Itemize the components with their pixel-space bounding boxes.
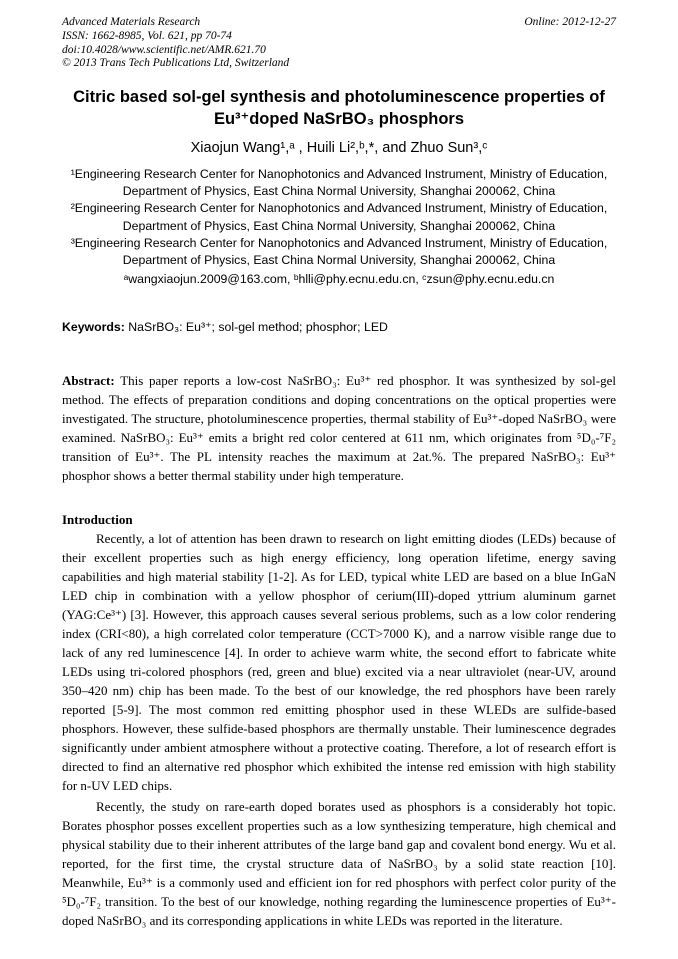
affiliation-3 — [35, 235, 643, 269]
affiliation-2-line-2: Department of Physics, East China Normal University, Shanghai 200062, China — [122, 218, 556, 233]
issn-line: ISSN: 1662-8985, Vol. 621, pp 70-74 — [62, 29, 232, 42]
affiliations — [35, 166, 643, 288]
paper-title-line-1: Citric based sol-gel synthesis and photoluminescence properties of — [73, 88, 605, 107]
paper-title-line-2: Eu³⁺doped NaSrBO₃ phosphors — [213, 109, 465, 128]
online-date: Online: 2012-12-27 — [524, 16, 616, 28]
copyright-line: © 2013 Trans Tech Publications Ltd, Switzerland — [62, 57, 290, 70]
affiliation-3-line-1: ³Engineering Research Center for Nanophotonics and Advanced Instrument, Ministry of Education, — [70, 235, 608, 250]
authors-line: Xiaojun Wang¹,ᵃ , Huili Li²,ᵇ,*, and Zhuo Sun³,ᶜ — [190, 140, 488, 157]
author-emails: ᵃwangxiaojun.2009@163.com, ᵇhlli@phy.ecnu.edu.cn, ᶜzsun@phy.ecnu.edu.cn — [123, 272, 555, 287]
journal-header — [62, 16, 616, 71]
journal-header-row — [62, 16, 616, 30]
keywords-label: Keywords: — [62, 320, 125, 335]
abstract — [62, 372, 616, 486]
journal-name: Advanced Materials Research — [62, 16, 201, 28]
introduction-paragraph-2: Recently, the study on rare-earth doped borates used as phosphors is a considerably hot topic. Borates phosphor posses excellent properties such as a low synthesizing temperature, high chemical and physical stability due to their inherent attributes of the large band gap and covalent bond energy. Wu et al. reported, for the first time, the crystal structure data of NaSrBO₃ by a solid state reaction [10]. Meanwhile, Eu³⁺ is a commonly used and efficient ion for red phosphors with perfect color purity of the ⁵D₀-⁷F₂ transition. To the best of our knowledge, nothing regarding the luminescence properties of Eu³⁺-doped NaSrBO₃ and its corresponding applications in white LEDs was reported in the literature. — [62, 798, 616, 928]
affiliation-1-line-1: ¹Engineering Research Center for Nanophotonics and Advanced Instrument, Ministry of Education, — [70, 167, 608, 182]
abstract-text: This paper reports a low-cost NaSrBO₃: Eu³⁺ red phosphor. It was synthesized by sol-gel method. The effects of preparation conditions and doping concentrations on the optical properties were investigated. The structure, photoluminescence properties, thermal stability of Eu³⁺-doped NaSrBO₃ were examined. NaSrBO₃: Eu³⁺ emits a bright red color centered at 611 nm, which originates from ⁵D₀-⁷F₂ transition of Eu³⁺. The PL intensity reaches the maximum at 2at.%. The prepared NaSrBO₃: Eu³⁺ phosphor shows a better thermal stability under high temperature. — [62, 373, 616, 484]
affiliation-3-line-2: Department of Physics, East China Normal University, Shanghai 200062, China — [122, 253, 556, 268]
introduction-heading: Introduction — [62, 512, 133, 528]
affiliation-2-line-1: ²Engineering Research Center for Nanophotonics and Advanced Instrument, Ministry of Education, — [70, 201, 608, 216]
paper-title — [62, 87, 616, 130]
introduction-paragraph-1: Recently, a lot of attention has been drawn to research on light emitting diodes (LEDs) because of their excellent properties such as high energy efficiency, long operation lifetime, energy saving capabilities and high material stability [1-2]. As for LED, typical white LED are based on a blue InGaN LED chip in combination with a yellow phosphor of cerium(III)-doped yttrium aluminum garnet (YAG:Ce³⁺) [3]. However, this approach causes several serious problems, such as a low color rendering index (CRI<80), a high correlated color temperature (CCT>7000 K), and a narrow visible range due to lack of any red luminescence [4]. In order to achieve warm white, the second effort to fabricate white LEDs using tri-colored phosphors (red, green and blue) excited via a near ultraviolet (near-UV, around 350–420 nm) chip has been made. To the best of our knowledge, the red phosphors have been rarely reported [5-9]. The most common red emitting phosphor used in these WLEDs are sulfide-based phosphors. However, these sulfide-based phosphors are thermally unstable. Their luminescence degrades significantly under ambient atmosphere without a protective coating. Therefore, a lot of research effort is directed to find an alternative red phosphor which exhibited the intense red emission with high stability for n-UV LED chips. — [62, 531, 616, 793]
keywords-text: NaSrBO₃: Eu³⁺; sol-gel method; phosphor; LED — [124, 320, 388, 335]
affiliation-1 — [35, 166, 643, 200]
affiliation-2 — [35, 200, 643, 234]
affiliation-1-line-2: Department of Physics, East China Normal University, Shanghai 200062, China — [122, 184, 556, 199]
abstract-label: Abstract: — [62, 373, 115, 389]
keywords-line — [62, 320, 616, 334]
doi-line: doi:10.4028/www.scientific.net/AMR.621.70 — [62, 43, 266, 56]
